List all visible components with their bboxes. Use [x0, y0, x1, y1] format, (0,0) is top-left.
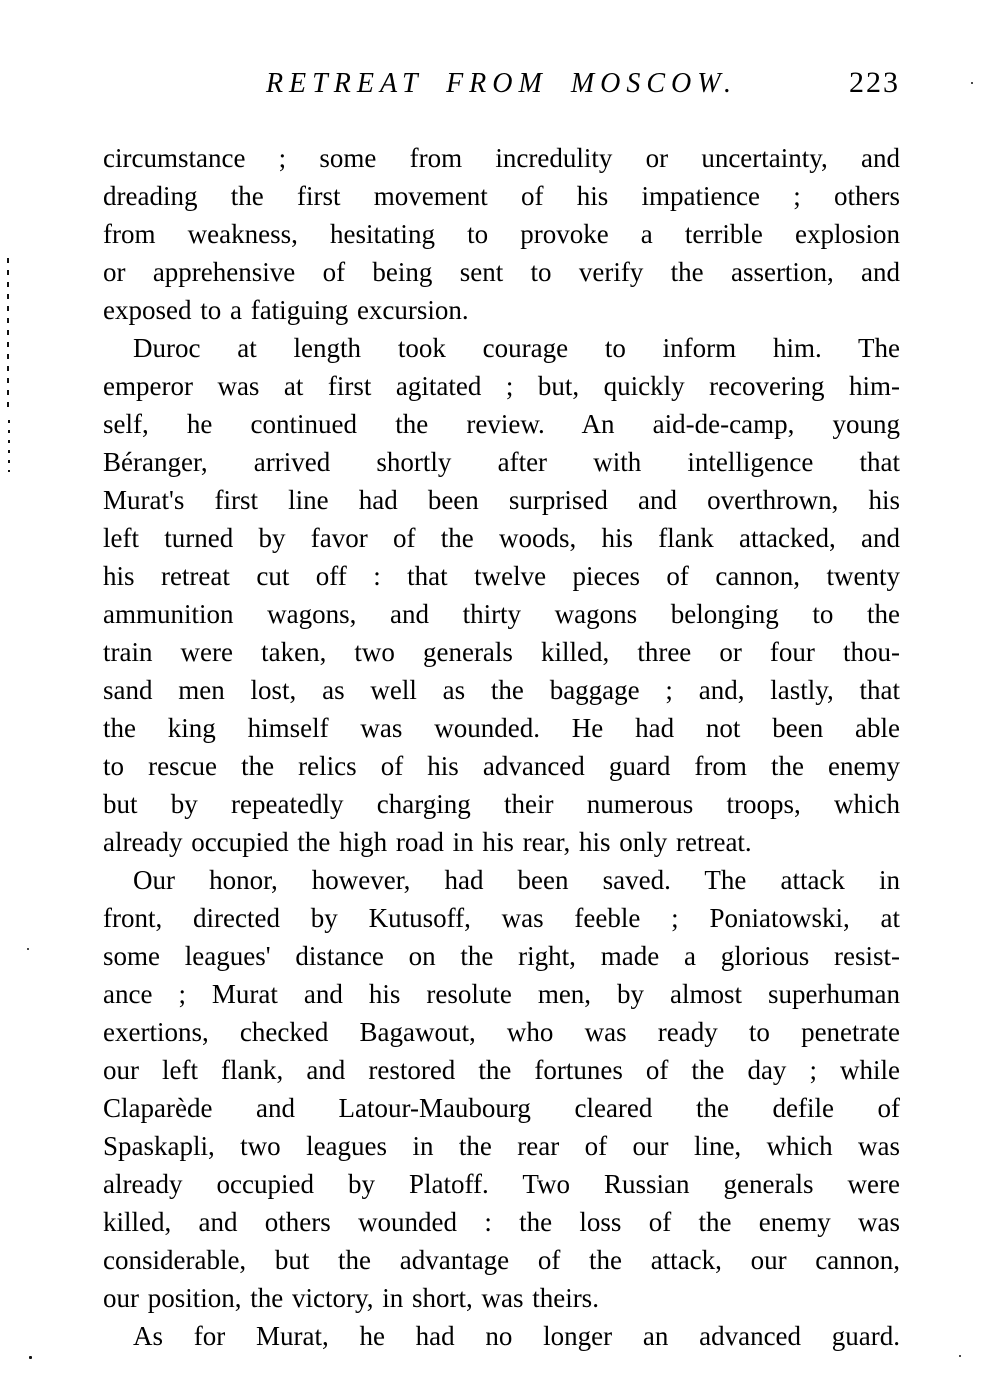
text-line: exertions, checked Bagawout, who was ready to penetrate	[103, 1017, 900, 1047]
text-line: killed, and others wounded : the loss of the enemy was	[103, 1207, 900, 1237]
left-margin-scan-mark	[8, 420, 10, 472]
text-line: sand men lost, as well as the baggage ; and, lastly, that	[103, 675, 900, 705]
paragraph	[103, 861, 900, 1317]
text-line: ammunition wagons, and thirty wagons belonging to the	[103, 599, 900, 629]
text-line: circumstance ; some from incredulity or uncertainty, and	[103, 143, 900, 173]
text-line: train were taken, two generals killed, three or four thou-	[103, 637, 900, 667]
text-line: some leagues' distance on the right, made a glorious resist-	[103, 941, 900, 971]
body-text	[103, 139, 900, 1355]
text-line: or apprehensive of being sent to verify the assertion, and	[103, 257, 900, 287]
page-header	[103, 66, 900, 108]
left-margin-scan-mark	[7, 258, 9, 408]
scan-speck	[29, 1356, 32, 1359]
text-line: already occupied the high road in his rear, his only retreat.	[103, 827, 752, 857]
text-line: self, he continued the review. An aid-de-camp, young	[103, 409, 900, 439]
text-line: Béranger, arrived shortly after with intelligence that	[103, 447, 900, 477]
text-line: but by repeatedly charging their numerous troops, which	[103, 789, 900, 819]
scan-speck	[959, 1355, 961, 1357]
text-line: to rescue the relics of his advanced guard from the enemy	[103, 751, 900, 781]
scan-speck	[971, 82, 973, 84]
text-line: Spaskapli, two leagues in the rear of our line, which was	[103, 1131, 900, 1161]
text-line: dreading the first movement of his impatience ; others	[103, 181, 900, 211]
text-line: Duroc at length took courage to inform him. The	[133, 333, 900, 363]
page-number: 223	[849, 66, 900, 99]
running-title: RETREAT FROM MOSCOW.	[265, 68, 738, 99]
text-line: left turned by favor of the woods, his flank attacked, and	[103, 523, 900, 553]
text-line: his retreat cut off : that twelve pieces of cannon, twenty	[103, 561, 900, 591]
text-line: front, directed by Kutusoff, was feeble ; Poniatowski, at	[103, 903, 900, 933]
paragraph	[103, 329, 900, 861]
text-line: As for Murat, he had no longer an advanced guard.	[133, 1321, 900, 1351]
paragraph	[103, 1317, 900, 1355]
text-line: emperor was at first agitated ; but, quickly recovering him-	[103, 371, 900, 401]
text-line: Murat's first line had been surprised and overthrown, his	[103, 485, 900, 515]
text-line: our position, the victory, in short, was theirs.	[103, 1283, 599, 1313]
text-line: from weakness, hesitating to provoke a terrible explosion	[103, 219, 900, 249]
text-line: Claparède and Latour-Maubourg cleared the defile of	[103, 1093, 900, 1123]
text-line: considerable, but the advantage of the attack, our cannon,	[103, 1245, 900, 1275]
text-line: ance ; Murat and his resolute men, by almost superhuman	[103, 979, 900, 1009]
text-line: Our honor, however, had been saved. The attack in	[133, 865, 900, 895]
text-line: our left flank, and restored the fortunes of the day ; while	[103, 1055, 900, 1085]
text-line: exposed to a fatiguing excursion.	[103, 295, 469, 325]
text-line: already occupied by Platoff. Two Russian generals were	[103, 1169, 900, 1199]
paragraph	[103, 139, 900, 329]
scan-speck	[27, 948, 29, 950]
text-line: the king himself was wounded. He had not been able	[103, 713, 900, 743]
